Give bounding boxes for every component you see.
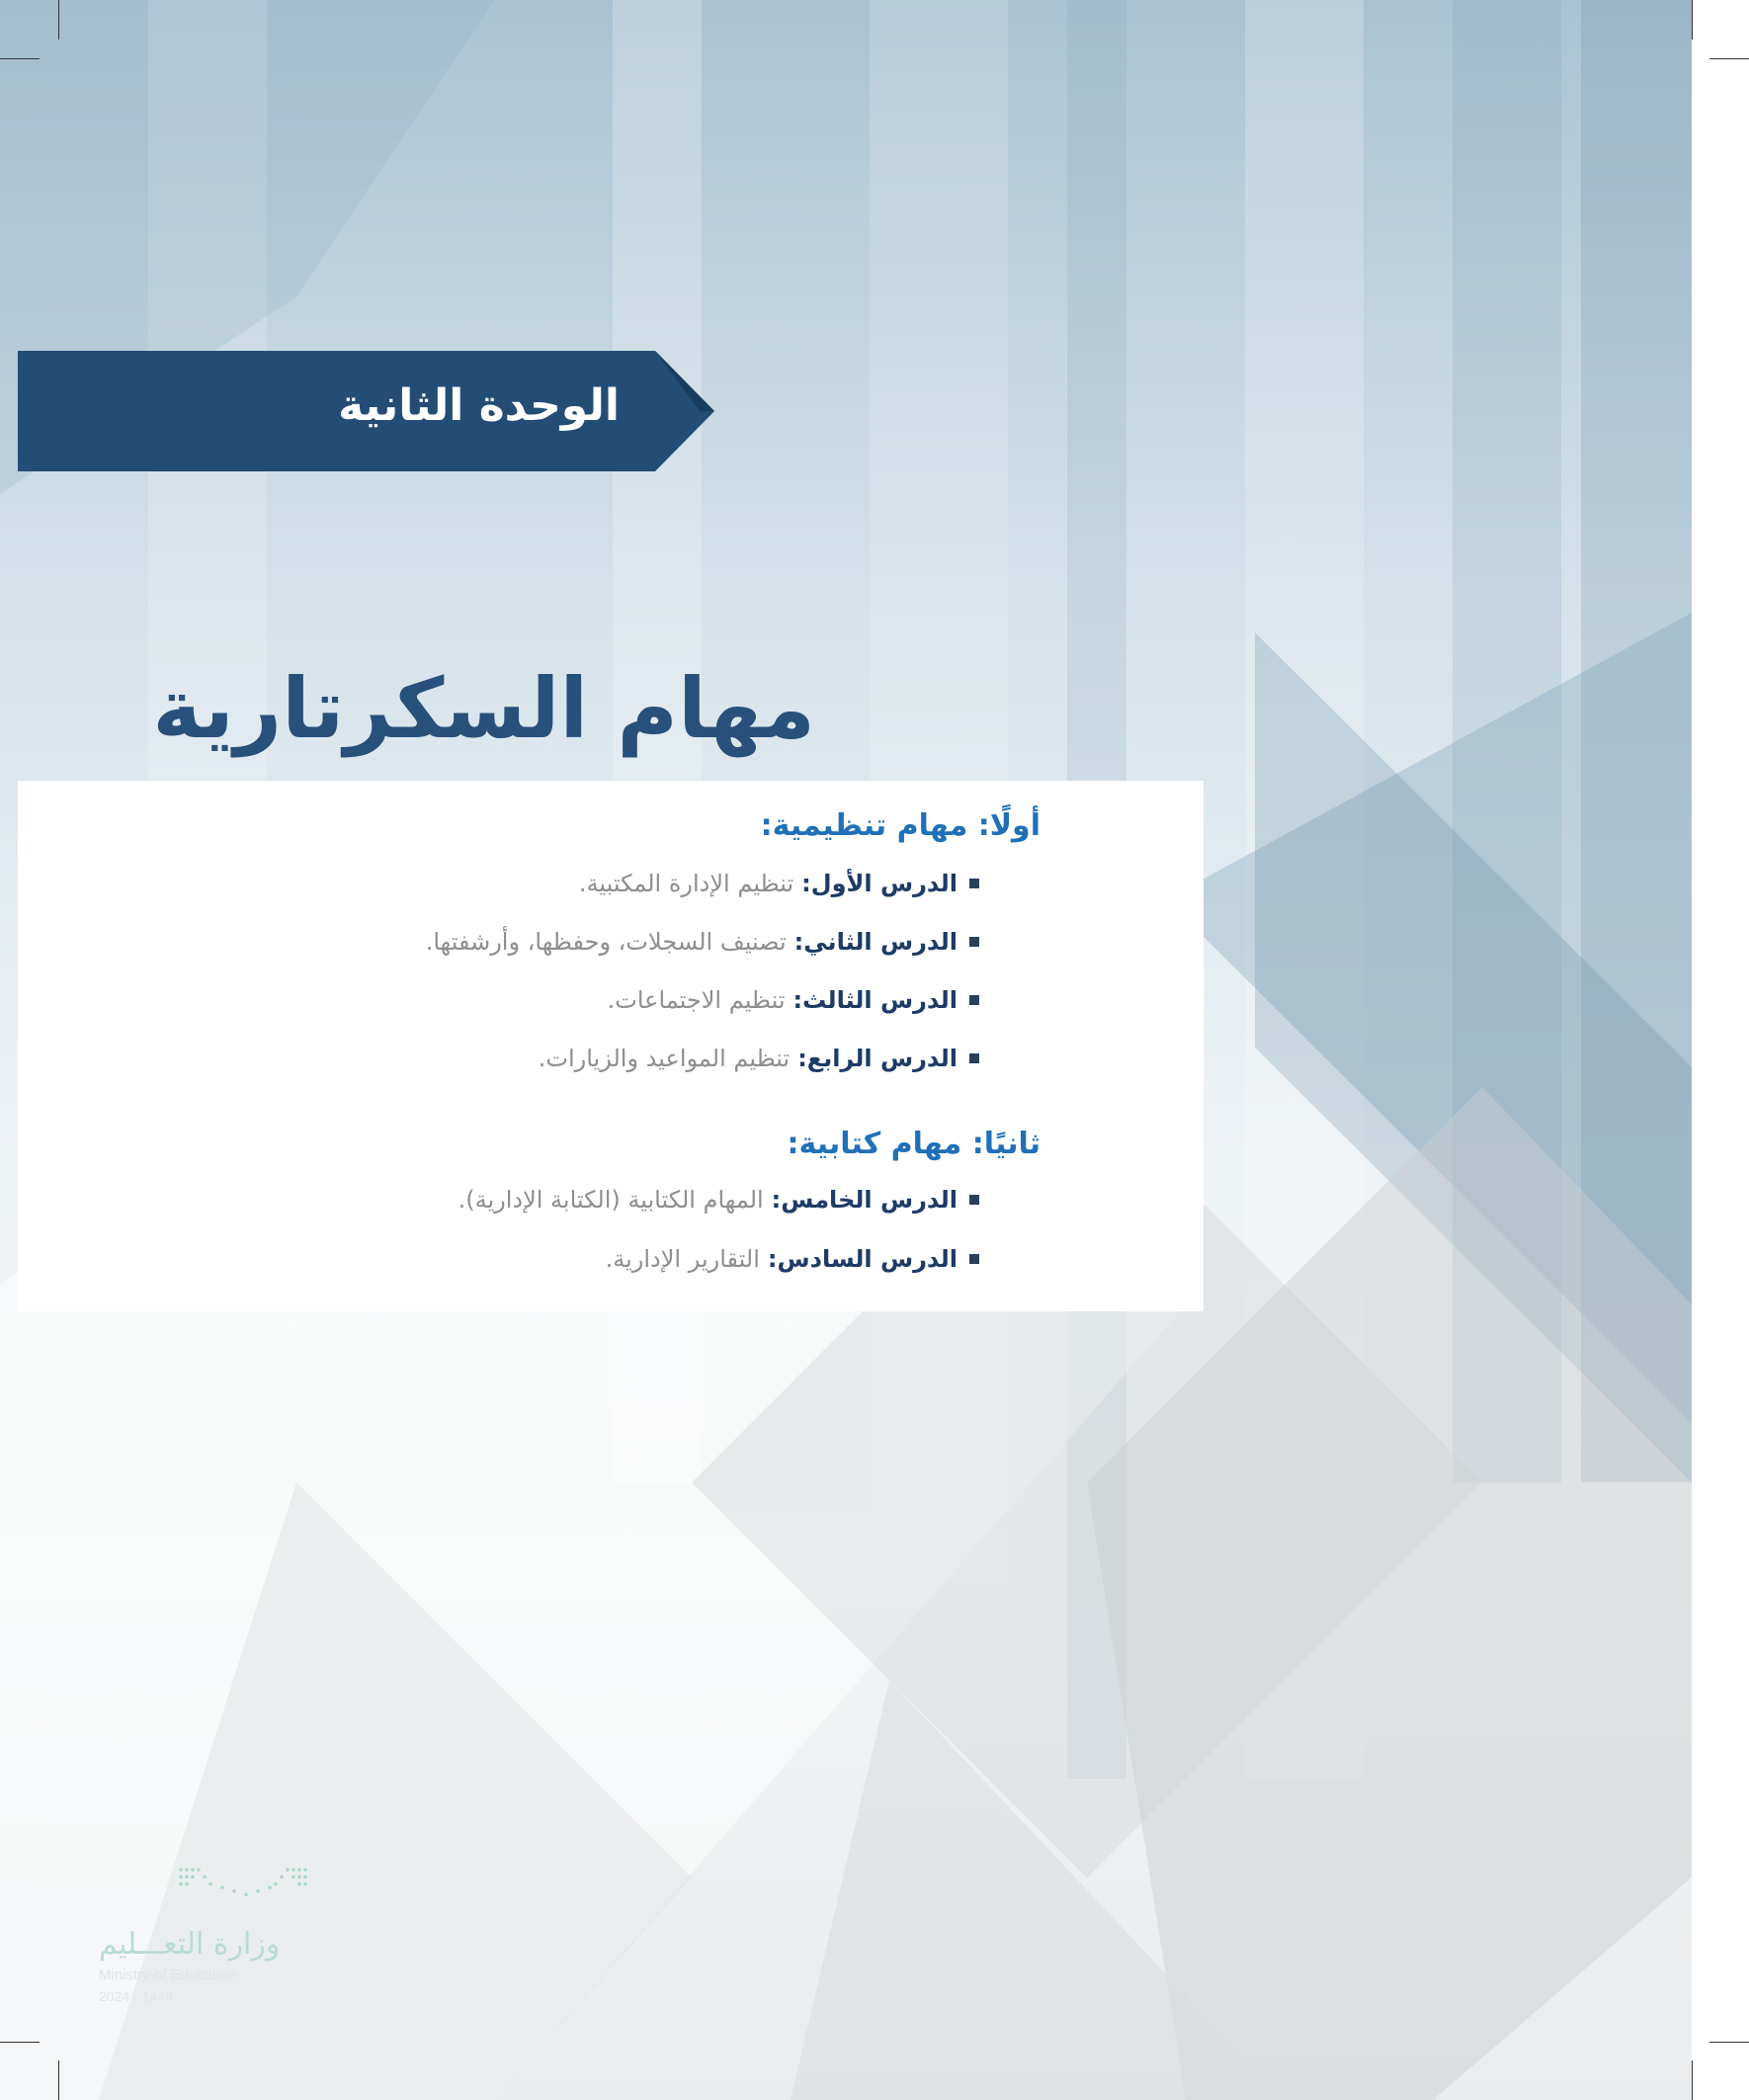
- bullet-icon: [969, 879, 979, 888]
- unit-banner: [18, 351, 714, 471]
- crop-mark: [58, 2060, 59, 2100]
- lesson-name: الدرس الثالث:: [792, 986, 958, 1014]
- unit-label: الوحدة الثانية: [338, 380, 620, 431]
- lesson-text: المهام الكتابية (الكتابة الإدارية).: [458, 1186, 764, 1214]
- lesson-item: [606, 1245, 979, 1273]
- lesson-name: الدرس الرابع:: [797, 1045, 958, 1072]
- lesson-name: الدرس السادس:: [767, 1245, 958, 1273]
- crop-mark: [1692, 0, 1693, 40]
- lesson-item: [458, 1186, 979, 1214]
- lesson-text: التقارير الإدارية.: [605, 1245, 760, 1273]
- crop-mark: [1709, 2042, 1749, 2043]
- bullet-icon: [969, 1254, 979, 1264]
- lesson-item: [539, 1045, 979, 1072]
- lesson-text: تنظيم المواعيد والزيارات.: [538, 1045, 791, 1072]
- crop-mark: [0, 58, 40, 59]
- ministry-name-english: Ministry of Education: [99, 1967, 237, 1983]
- bullet-icon: [969, 1053, 979, 1063]
- bullet-icon: [969, 995, 979, 1005]
- contents-panel: [18, 781, 1204, 1311]
- lesson-item: [608, 986, 979, 1014]
- unit-title: مهام السكرتارية: [152, 660, 815, 757]
- lesson-text: تنظيم الاجتماعات.: [607, 986, 786, 1014]
- bullet-icon: [969, 937, 979, 947]
- crop-mark: [1709, 58, 1749, 59]
- edition-year: 2024 - 1446: [99, 1988, 173, 2004]
- section-heading-organizational: أولًا: مهام تنظيمية:: [760, 808, 1041, 843]
- crop-mark: [0, 2042, 40, 2043]
- ministry-name-arabic: وزارة التعـــليم: [99, 1927, 281, 1962]
- lesson-text: تنظيم الإدارة المكتبية.: [578, 870, 794, 897]
- crop-mark: [1692, 2060, 1693, 2100]
- lesson-item: [579, 870, 979, 897]
- lesson-name: الدرس الأول:: [801, 870, 958, 897]
- section-heading-writing: ثانيًا: مهام كتابية:: [787, 1127, 1041, 1161]
- ministry-logo-icon: [178, 1858, 356, 1917]
- lesson-item: [426, 928, 979, 956]
- crop-mark: [58, 0, 59, 40]
- lesson-text: تصنيف السجلات، وحفظها، وأرشفتها.: [425, 928, 787, 956]
- lesson-name: الدرس الخامس:: [771, 1186, 958, 1214]
- bullet-icon: [969, 1195, 979, 1205]
- lesson-name: الدرس الثاني:: [793, 928, 958, 956]
